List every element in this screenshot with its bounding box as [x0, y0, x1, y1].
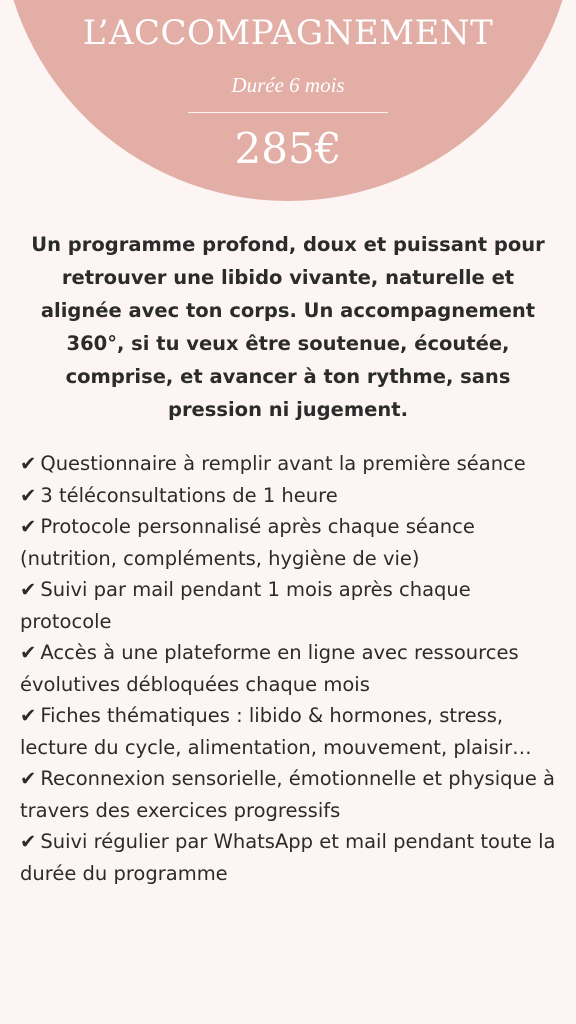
feature-item	[20, 763, 560, 826]
feature-text: Protocole personnalisé après chaque séance (nutrition, compléments, hygiène de vie)	[20, 515, 475, 570]
feature-text: Suivi régulier par WhatsApp et mail pendant toute la durée du programme	[20, 830, 556, 885]
feature-text: Questionnaire à remplir avant la première séance	[40, 452, 526, 475]
intro-text: Un programme profond, doux et puissant pour retrouver une libido vivante, naturelle et alignée avec ton corps. Un accompagnement 360°, si tu veux être soutenue, écoutée, comprise, et avancer à ton rythme, sans pression ni jugement.	[31, 233, 545, 421]
feature-item	[20, 480, 560, 512]
check-mark-icon: ✔	[20, 830, 37, 853]
check-mark-icon: ✔	[20, 483, 37, 507]
feature-list	[20, 448, 560, 889]
offer-duration: Durée 6 mois	[231, 73, 345, 97]
offer-title: L’ACCOMPAGNEMENT	[82, 13, 494, 53]
feature-text: Reconnexion sensorielle, émotionnelle et physique à travers des exercices progressifs	[20, 767, 555, 822]
check-mark-icon: ✔	[20, 452, 37, 475]
feature-text: 3 téléconsultations de 1 heure	[40, 483, 338, 507]
feature-item	[20, 826, 560, 889]
check-mark-icon: ✔	[20, 515, 37, 538]
feature-item	[20, 574, 560, 637]
feature-text: Accès à une plateforme en ligne avec ressources évolutives débloquées chaque mois	[20, 641, 519, 696]
header-divider	[188, 112, 388, 113]
feature-item	[20, 700, 560, 763]
header	[0, 0, 576, 173]
feature-text: Suivi par mail pendant 1 mois après chaque protocole	[20, 578, 471, 633]
feature-item	[20, 637, 560, 700]
check-mark-icon: ✔	[20, 704, 37, 727]
check-mark-icon: ✔	[20, 641, 37, 664]
feature-item	[20, 511, 560, 574]
feature-item	[20, 448, 560, 480]
offer-price: 285€	[234, 124, 342, 173]
feature-text: Fiches thématiques : libido & hormones, stress, lecture du cycle, alimentation, mouvement, plaisir…	[20, 704, 532, 759]
check-mark-icon: ✔	[20, 767, 37, 790]
check-mark-icon: ✔	[20, 578, 37, 601]
